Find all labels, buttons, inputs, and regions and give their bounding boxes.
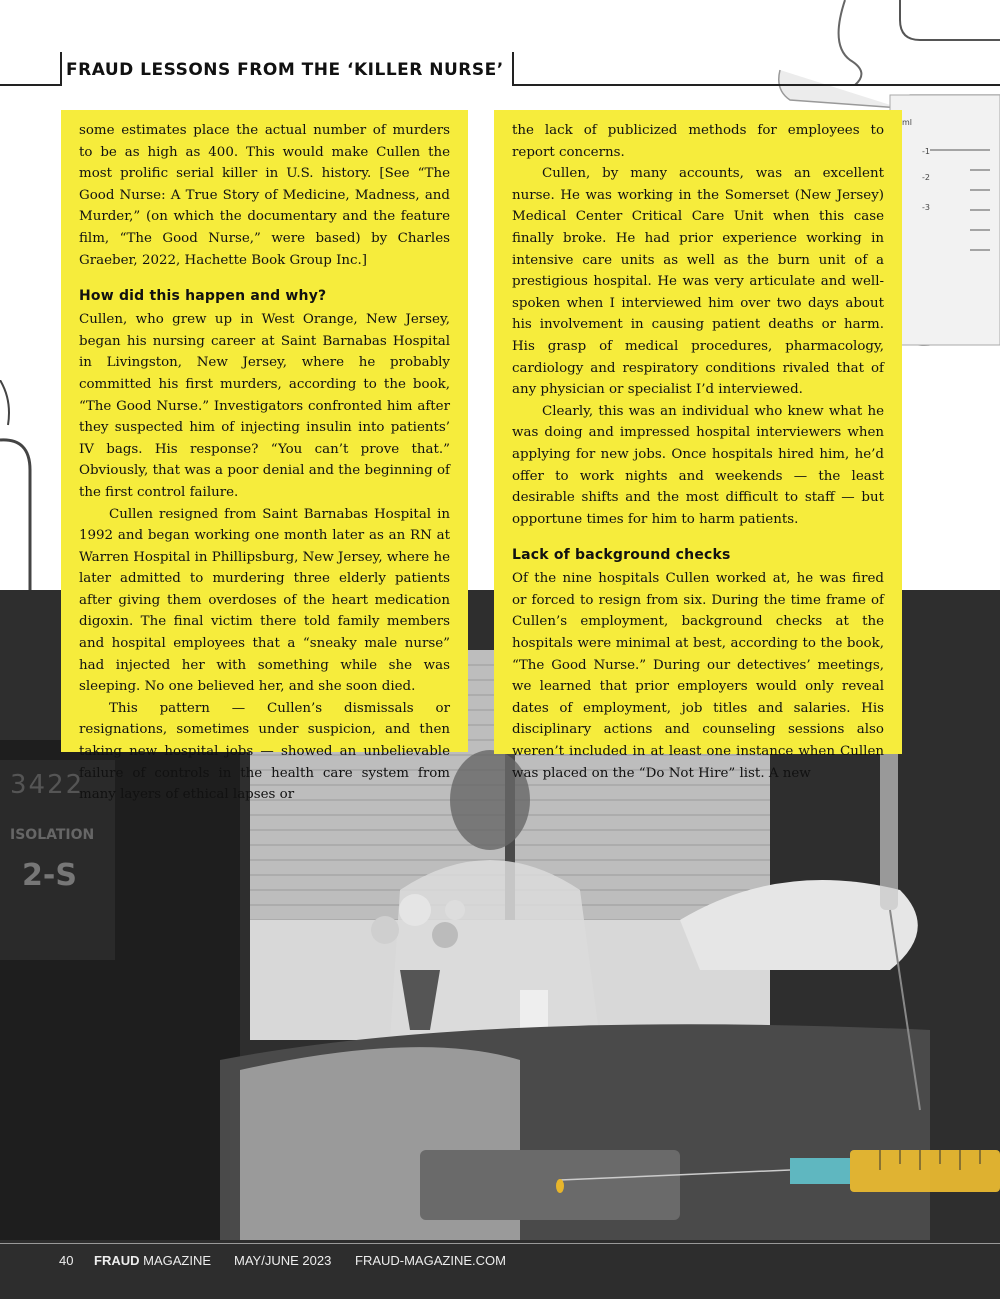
magazine-name-rest: MAGAZINE [139, 1253, 212, 1268]
right-paragraph-3: Clearly, this was an individual who knew what he was doing and impressed hospital interviewers when applying for new jobs. Once hospitals hired him, he’d offer to work nights and weekends — the least desirable shifts and the most difficult to staff — but opportune times for him to harm patients. [512, 403, 884, 527]
room-label: ISOLATION [10, 827, 95, 843]
iv-hook-left [0, 380, 40, 590]
header-box [60, 52, 514, 86]
section-heading-how-did-this-happen: How did this happen and why? [79, 288, 327, 305]
right-paragraph-4: Of the nine hospitals Cullen worked at, he was fired or forced to resign from six. During the time frame of Cullen’s employment, background checks at the hospitals were minimal at best, according to the book, “The Good Nurse.” During our detectives’ meetings, we learned that prior employers would only reveal dates of employment, job titles and salaries. His disciplinary actions and counseling sessions also weren’t included in at least one instance when Cullen was placed on the “Do Not Hire” list. A new [512, 571, 884, 781]
right-paragraph-2: Cullen, by many accounts, was an excellent nurse. He was working in the Somerset (New Jersey) Medical Center Critical Care Unit when this case finally broke. He had prior experience working in intensive care units as well as the burn unit of a prestigious hospital. He was very articulate and well-spoken when I interviewed him over two days about his involvement in causing patient deaths or harm. His grasp of medical procedures, pharmacology, cardiology and respiratory conditions rivaled that of any physician or specialist I’d interviewed. [512, 166, 884, 398]
iv-bag-label: ml [902, 118, 913, 127]
left-paragraph-2: Cullen, who grew up in West Orange, New Jersey, began his nursing career at Saint Barnabas Hospital in Livingston, New Jersey, where he probably committed his first murders, according to the book, “The Good Nurse.” Investigators confronted him after they suspected him of injecting insulin into patients’ IV bags. His response? “You can’t prove that.” Obviously, that was a poor denial and the beginning of the first control failure. [79, 312, 450, 500]
page-footer [0, 1240, 1000, 1299]
page-number: 40 [59, 1253, 74, 1268]
article-header-title: FRAUD LESSONS FROM THE ‘KILLER NURSE’ [66, 60, 504, 80]
left-paragraph-4: This pattern — Cullen’s dismissals or resignations, sometimes under suspicion, and then taking new hospital jobs — showed an unbelievable failure of controls in the health care system from many layers of ethical lapses or [79, 700, 450, 803]
room-code: 2-S [22, 858, 77, 893]
footer-rule [0, 1243, 1000, 1244]
section-heading-background-checks: Lack of background checks [512, 547, 731, 564]
iv-scale-1: -1 [922, 147, 930, 156]
left-paragraph-3: Cullen resigned from Saint Barnabas Hospital in 1992 and began working one month later as an RN at Warren Hospital in Phillipsburg, New Jersey, where he later admitted to murdering three elderly patients after giving them overdoses of the heart medication digoxin. The final victim there told family members and hospital employees that a “sneaky male nurse” had injected her with something while she was sleeping. No one believed her, and she soon died. [79, 506, 450, 695]
magazine-name-bold: FRAUD [94, 1253, 140, 1268]
right-text-column [494, 110, 902, 781]
right-paragraph-1: the lack of publicized methods for employees to report concerns. [512, 123, 884, 160]
left-text-column [61, 110, 468, 803]
issue-date: MAY/JUNE 2023 [234, 1253, 332, 1268]
iv-scale-2: -2 [922, 173, 930, 182]
iv-scale-3: -3 [922, 203, 930, 212]
magazine-name [94, 1253, 211, 1268]
room-number: 3422 [10, 770, 85, 800]
website-url[interactable]: FRAUD-MAGAZINE.COM [355, 1253, 506, 1268]
left-paragraph-1: some estimates place the actual number of murders to be as high as 400. This would make Cullen the most prolific serial killer in U.S. history. [See “The Good Nurse: A True Story of Medicine, Madness, and Murder,” (on which the documentary and the feature film, “The Good Nurse,” were based) by Charles Graeber, 2022, Hachette Book Group Inc.] [79, 123, 450, 268]
